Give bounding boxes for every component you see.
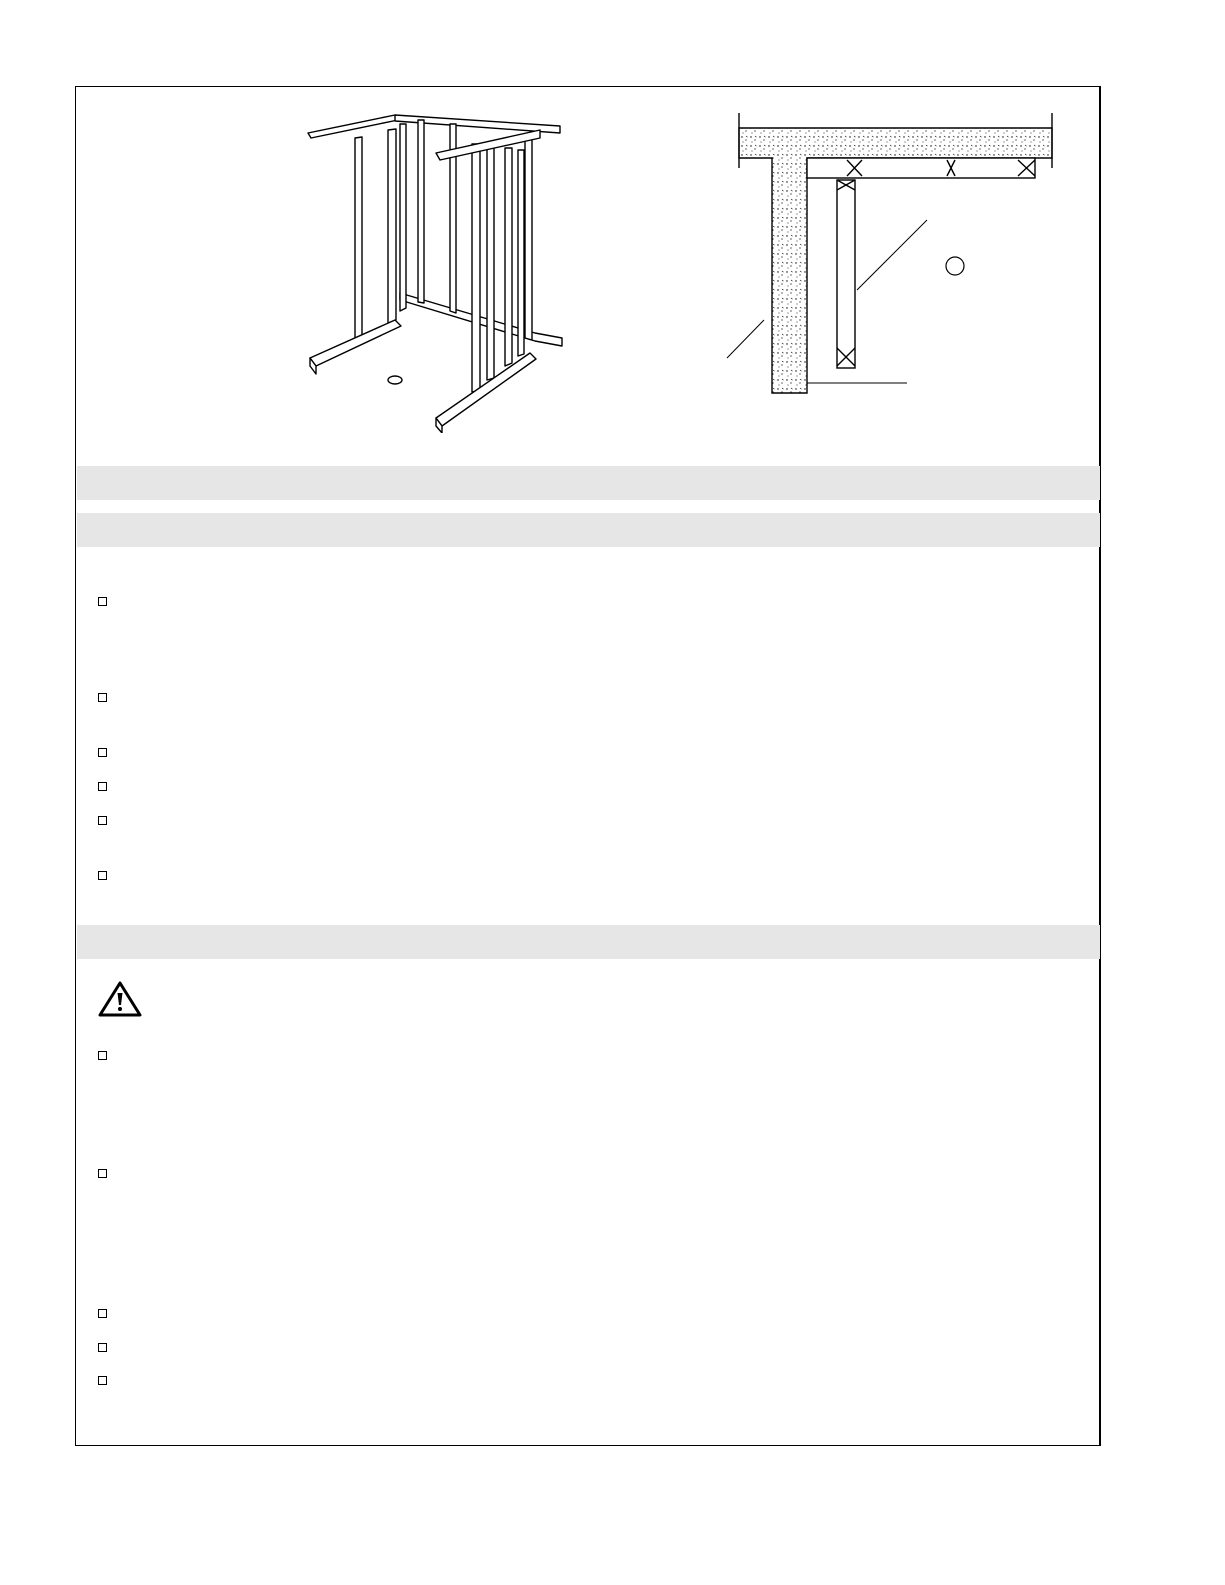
checklist-checkbox[interactable] (98, 816, 107, 825)
checklist-checkbox[interactable] (98, 693, 107, 702)
stud-framing-figure (300, 108, 570, 433)
checklist-checkbox[interactable] (98, 1169, 107, 1178)
checklist-checkbox[interactable] (98, 1343, 107, 1352)
checklist-checkbox[interactable] (98, 748, 107, 757)
checklist-checkbox[interactable] (98, 1376, 107, 1385)
section-header-bar-3 (77, 925, 1100, 959)
checklist-checkbox[interactable] (98, 1309, 107, 1318)
concrete-wall-section-figure (722, 108, 1072, 408)
checklist-checkbox[interactable] (98, 871, 107, 880)
section-header-bar-2 (77, 513, 1100, 547)
warning-triangle-icon (97, 980, 143, 1018)
checklist-checkbox[interactable] (98, 782, 107, 791)
section-header-bar-1 (77, 466, 1100, 500)
checklist-checkbox[interactable] (98, 1051, 107, 1060)
checklist-checkbox[interactable] (98, 597, 107, 606)
